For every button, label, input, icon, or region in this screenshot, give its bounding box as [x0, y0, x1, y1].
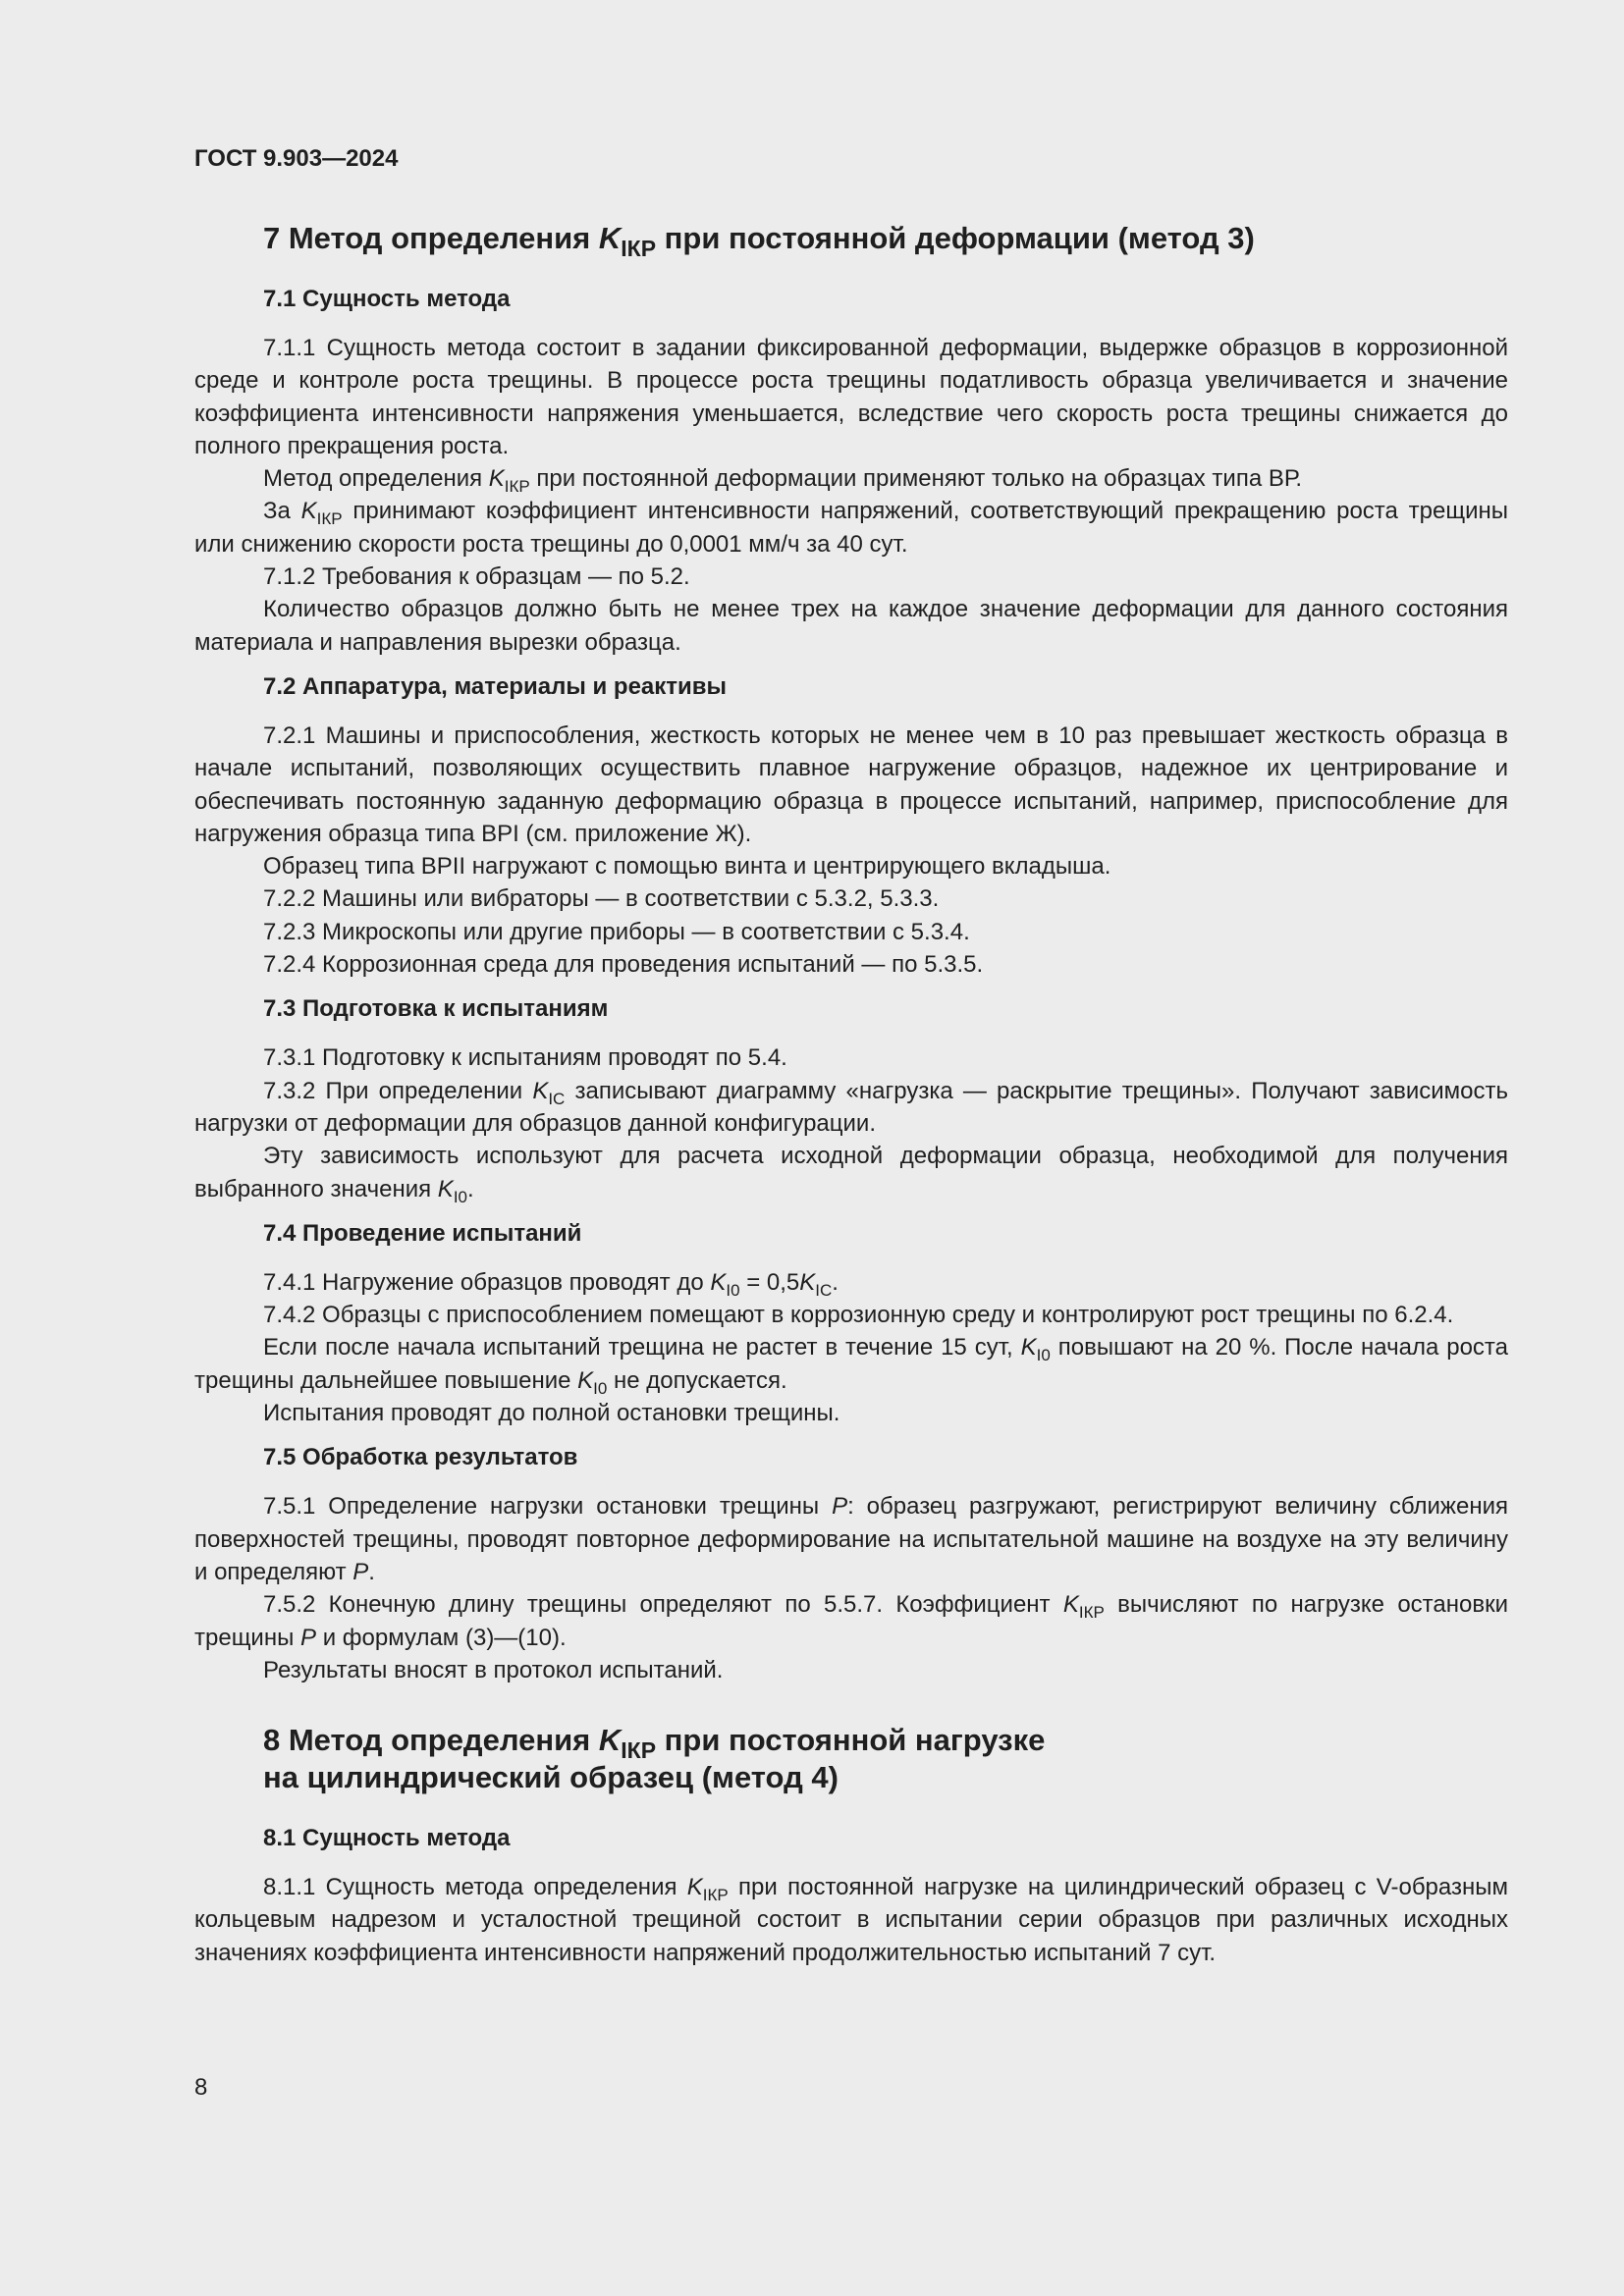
subsection-7-5-title: 7.5 Обработка результатов — [263, 1444, 578, 1471]
document-header: ГОСТ 9.903—2024 — [194, 145, 399, 172]
paragraph-7-5-2: 7.5.2 Конечную длину трещины определяют по 5.5.7. Коэффициент $K_{IКР}$ вычисляют по нагрузке остановки трещины P и формулам (3)—(10). — [194, 1591, 1509, 1651]
paragraph-7-4-2: 7.4.2 Образцы с приспособлением помещают в коррозионную среду и контролируют рост трещины по 6.2.4. — [263, 1302, 1454, 1329]
paragraph-7-1-1: 7.1.1 Сущность метода состоит в задании фиксированной деформации, выдержке образцов в коррозионной среде и контроле роста трещины. В процессе роста трещины податливость образца увеличивается и значение коэффициента интенсивности напряжения уменьшается, вследствие чего скорость роста трещины снижается до полного прекращения роста. — [194, 335, 1508, 459]
paragraph-7-5-2-b: Результаты вносят в протокол испытаний. — [263, 1656, 724, 1683]
paragraph-7-1-2-b: Количество образцов должно быть не менее трех на каждое значение деформации для данного состояния материала и направления вырезки образца. — [194, 596, 1508, 656]
paragraph-7-2-1: 7.2.1 Машины и приспособления, жесткость которых не менее чем в 10 раз превышает жесткость образца в начале испытаний, позволяющих осуществить плавное нагружение образцов, надежное их центрирование и обеспечивать постоянную заданную деформацию образца в процессе испытаний, например, приспособление для нагружения образца типа BPI (см. приложение Ж). — [194, 721, 1508, 847]
subsection-7-3-title: 7.3 Подготовка к испытаниям — [263, 995, 609, 1023]
paragraph-7-2-4: 7.2.4 Коррозионная среда для проведения испытаний — по 5.3.5. — [263, 951, 984, 979]
page-number: 8 — [194, 2074, 208, 2101]
paragraph-7-4-1: 7.4.1 Нагружение образцов проводят до $K_{I0} = 0,5K_{IC}$. — [263, 1268, 839, 1300]
paragraph-8-1-1: 8.1.1 Сущность метода определения $K_{IКР}$ при постоянной нагрузке на цилиндрический образец с V-образным кольцевым надрезом и усталостной трещиной состоит в испытании серии образцов при различных исходных значениях коэффициента интенсивности напряжений продолжительностью испытаний 7 сут. — [194, 1874, 1508, 1966]
paragraph-7-3-2-b: Эту зависимость используют для расчета исходной деформации образца, необходимой для получения выбранного значения $K_{I0}$. — [194, 1143, 1508, 1206]
paragraph-7-1-2: 7.1.2 Требования к образцам — по 5.2. — [263, 563, 690, 591]
paragraph-7-1-1-b: Метод определения $K_{IКР}$ при постоянной деформации применяют только на образцах типа ВР. — [263, 465, 1302, 497]
paragraph-7-2-2: 7.2.2 Машины или вибраторы — в соответствии с 5.3.2, 5.3.3. — [263, 885, 940, 913]
paragraph-7-4-2-b: Если после начала испытаний трещина не растет в течение 15 сут, $K_{I0}$ повышают на 20 %. После начала роста трещины дальнейшее повышение $K_{I0}$ не допускается. — [194, 1334, 1509, 1398]
paragraph-7-2-3: 7.2.3 Микроскопы или другие приборы — в соответствии с 5.3.4. — [263, 918, 970, 945]
paragraph-7-2-1-b: Образец типа BPII нагружают с помощью винта и центрирующего вкладыша. — [263, 853, 1111, 881]
section-7-title: 7 Метод определения $K_{IКР}$ при постоянной деформации (метод 3) — [263, 221, 1255, 261]
subsection-7-2-title: 7.2 Аппаратура, материалы и реактивы — [263, 672, 728, 700]
subsection-7-1-title: 7.1 Сущность метода — [263, 286, 511, 312]
document-page — [194, 145, 1508, 1969]
paragraph-7-3-2: 7.3.2 При определении $K_{IC}$ записывают диаграмму «нагрузка — раскрытие трещины». Получают зависимость нагрузки от деформации для образцов данной конфигурации. — [194, 1077, 1508, 1137]
subsection-8-1-title: 8.1 Сущность метода — [263, 1825, 511, 1852]
subsection-7-4-title: 7.4 Проведение испытаний — [263, 1219, 582, 1247]
paragraph-7-5-1: 7.5.1 Определение нагрузки остановки трещины P: образец разгружают, регистрируют величину сближения поверхностей трещины, проводят повторное деформирование на испытательной машине на воздухе на эту величину и определяют P. — [194, 1493, 1508, 1585]
paragraph-7-1-1-c: За $K_{IКР}$ принимают коэффициент интенсивности напряжений, соответствующий прекращению роста трещины или снижению скорости роста трещины до 0,0001 мм/ч за 40 сут. — [194, 498, 1509, 558]
paragraph-7-4-2-c: Испытания проводят до полной остановки трещины. — [263, 1400, 840, 1427]
section-8-title: 8 Метод определения $K_{IКР}$ при постоянной нагрузке на цилиндрический образец (метод 4) — [263, 1723, 1046, 1795]
paragraph-7-3-1: 7.3.1 Подготовку к испытаниям проводят по 5.4. — [263, 1044, 787, 1072]
